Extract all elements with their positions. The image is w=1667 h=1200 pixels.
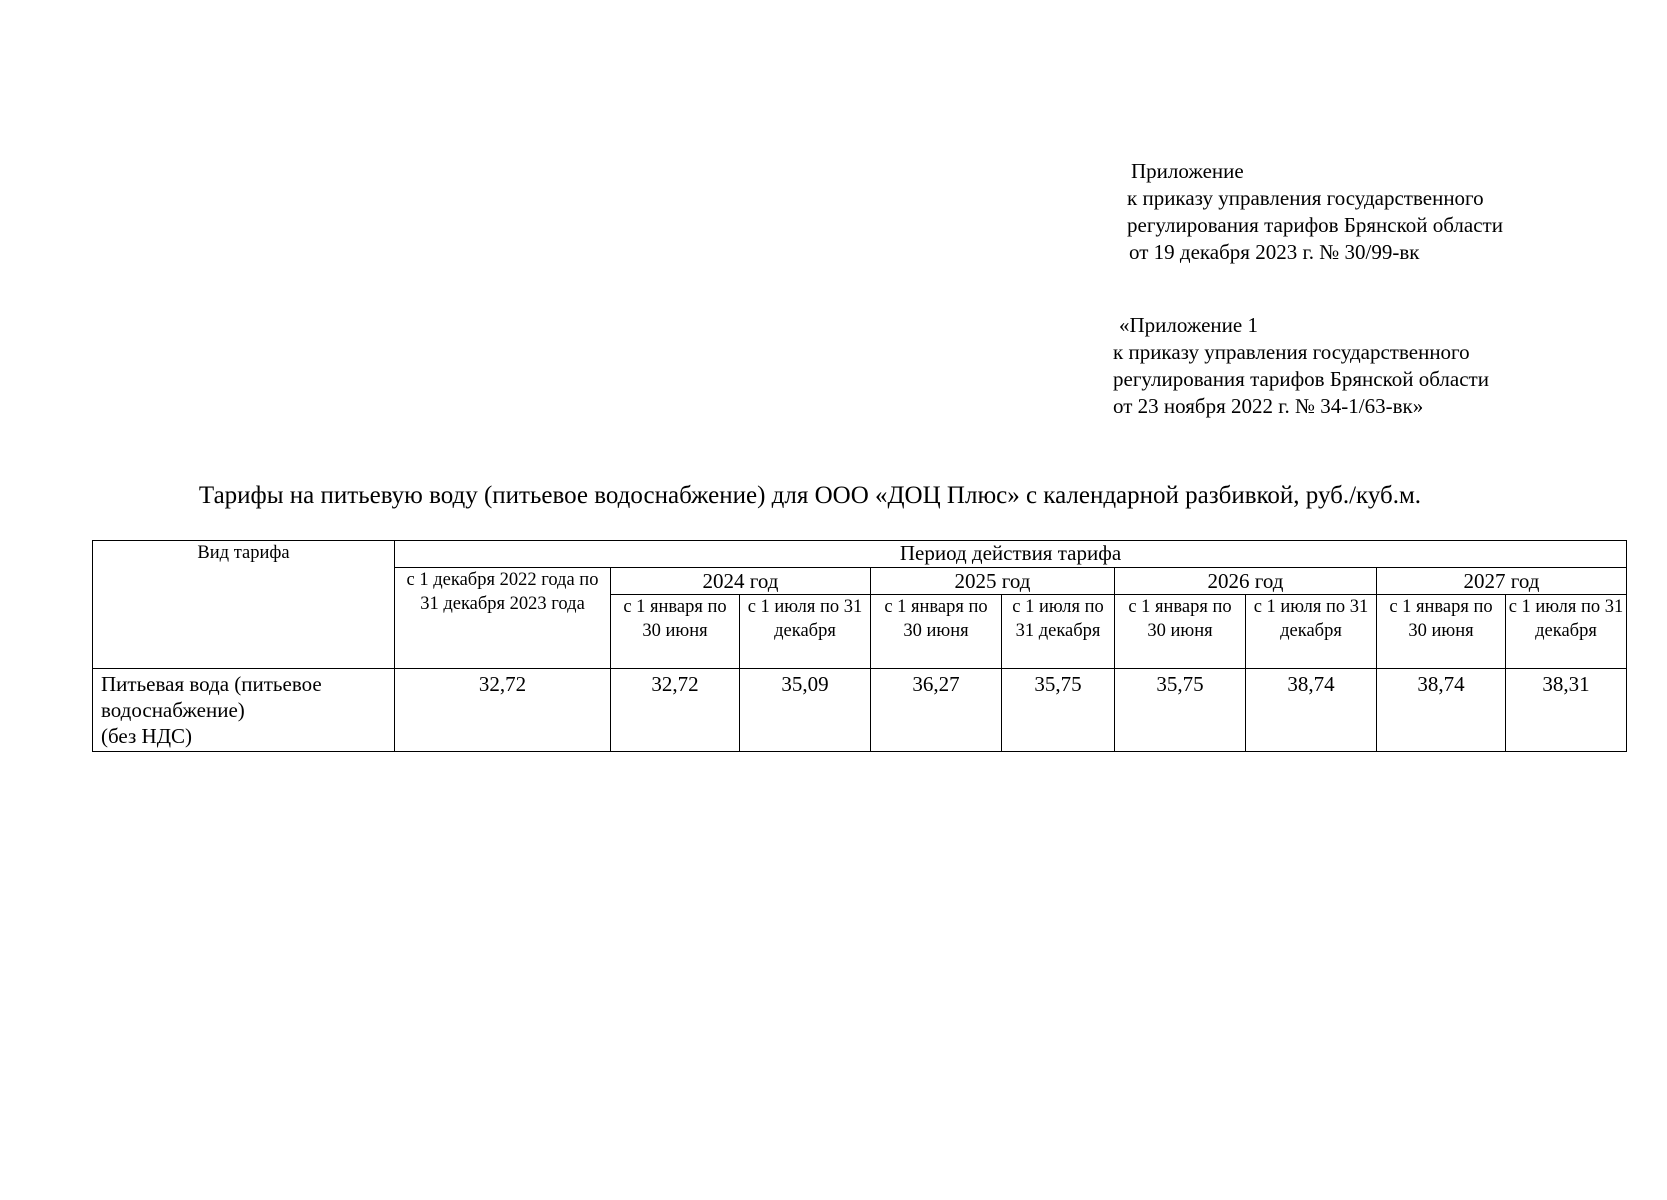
tariff-value-cell: 38,74 <box>1246 669 1377 752</box>
annex-prev-line-2: к приказу управления государственного <box>1113 340 1470 364</box>
half-header: с 1 июля по 31 декабря <box>1246 595 1377 669</box>
half-header: с 1 января по 30 июня <box>1115 595 1246 669</box>
tariff-value-cell: 38,74 <box>1377 669 1506 752</box>
tariff-value-cell: 38,31 <box>1506 669 1627 752</box>
annex-line-2: к приказу управления государственного <box>1127 186 1484 210</box>
tariff-value-cell: 36,27 <box>871 669 1002 752</box>
half-header: с 1 июля по 31 декабря <box>1002 595 1115 669</box>
half-header: с 1 января по 30 июня <box>1377 595 1506 669</box>
annex-line-1: Приложение <box>1131 159 1244 183</box>
tariff-value-cell: 35,09 <box>740 669 871 752</box>
annex-prev-line-4: от 23 ноября 2022 г. № 34-1/63-вк» <box>1113 394 1424 418</box>
half-header: с 1 июля по 31 декабря <box>1506 595 1627 669</box>
tariff-name-cell <box>93 669 395 752</box>
tariff-type-header: Вид тарифа <box>93 541 395 669</box>
year-header-2026: 2026 год <box>1115 568 1377 595</box>
period-header: Период действия тарифа <box>395 541 1627 568</box>
table-row <box>93 669 1627 752</box>
tariff-name-line: (без НДС) <box>101 724 193 748</box>
year-header-2027: 2027 год <box>1377 568 1627 595</box>
half-header: с 1 января по 30 июня <box>611 595 740 669</box>
year-header-2025: 2025 год <box>871 568 1115 595</box>
half-header: с 1 июля по 31 декабря <box>740 595 871 669</box>
tariff-value-cell: 35,75 <box>1115 669 1246 752</box>
tariff-table <box>92 540 1627 752</box>
half-header: с 1 января по 30 июня <box>871 595 1002 669</box>
annex-line-3: регулирования тарифов Брянской области <box>1127 213 1503 237</box>
tariff-name-line: водоснабжение) <box>101 698 245 722</box>
tariff-value-cell: 32,72 <box>611 669 740 752</box>
tariff-name-line: Питьевая вода (питьевое <box>101 672 322 696</box>
document-title: Тарифы на питьевую воду (питьевое водоснабжение) для ООО «ДОЦ Плюс» с календарной разбивкой, руб./куб.м. <box>198 482 1422 509</box>
annex-header <box>1127 158 1503 266</box>
year-header-2024: 2024 год <box>611 568 871 595</box>
annex-prev-line-3: регулирования тарифов Брянской области <box>1113 367 1489 391</box>
first-period-header: с 1 декабря 2022 года по 31 декабря 2023 года <box>395 568 611 669</box>
annex-prev-line-1: «Приложение 1 <box>1119 313 1258 337</box>
annex-previous-header <box>1113 312 1489 420</box>
tariff-value-cell: 32,72 <box>395 669 611 752</box>
tariff-value-cell: 35,75 <box>1002 669 1115 752</box>
annex-line-4: от 19 декабря 2023 г. № 30/99-вк <box>1129 240 1420 264</box>
